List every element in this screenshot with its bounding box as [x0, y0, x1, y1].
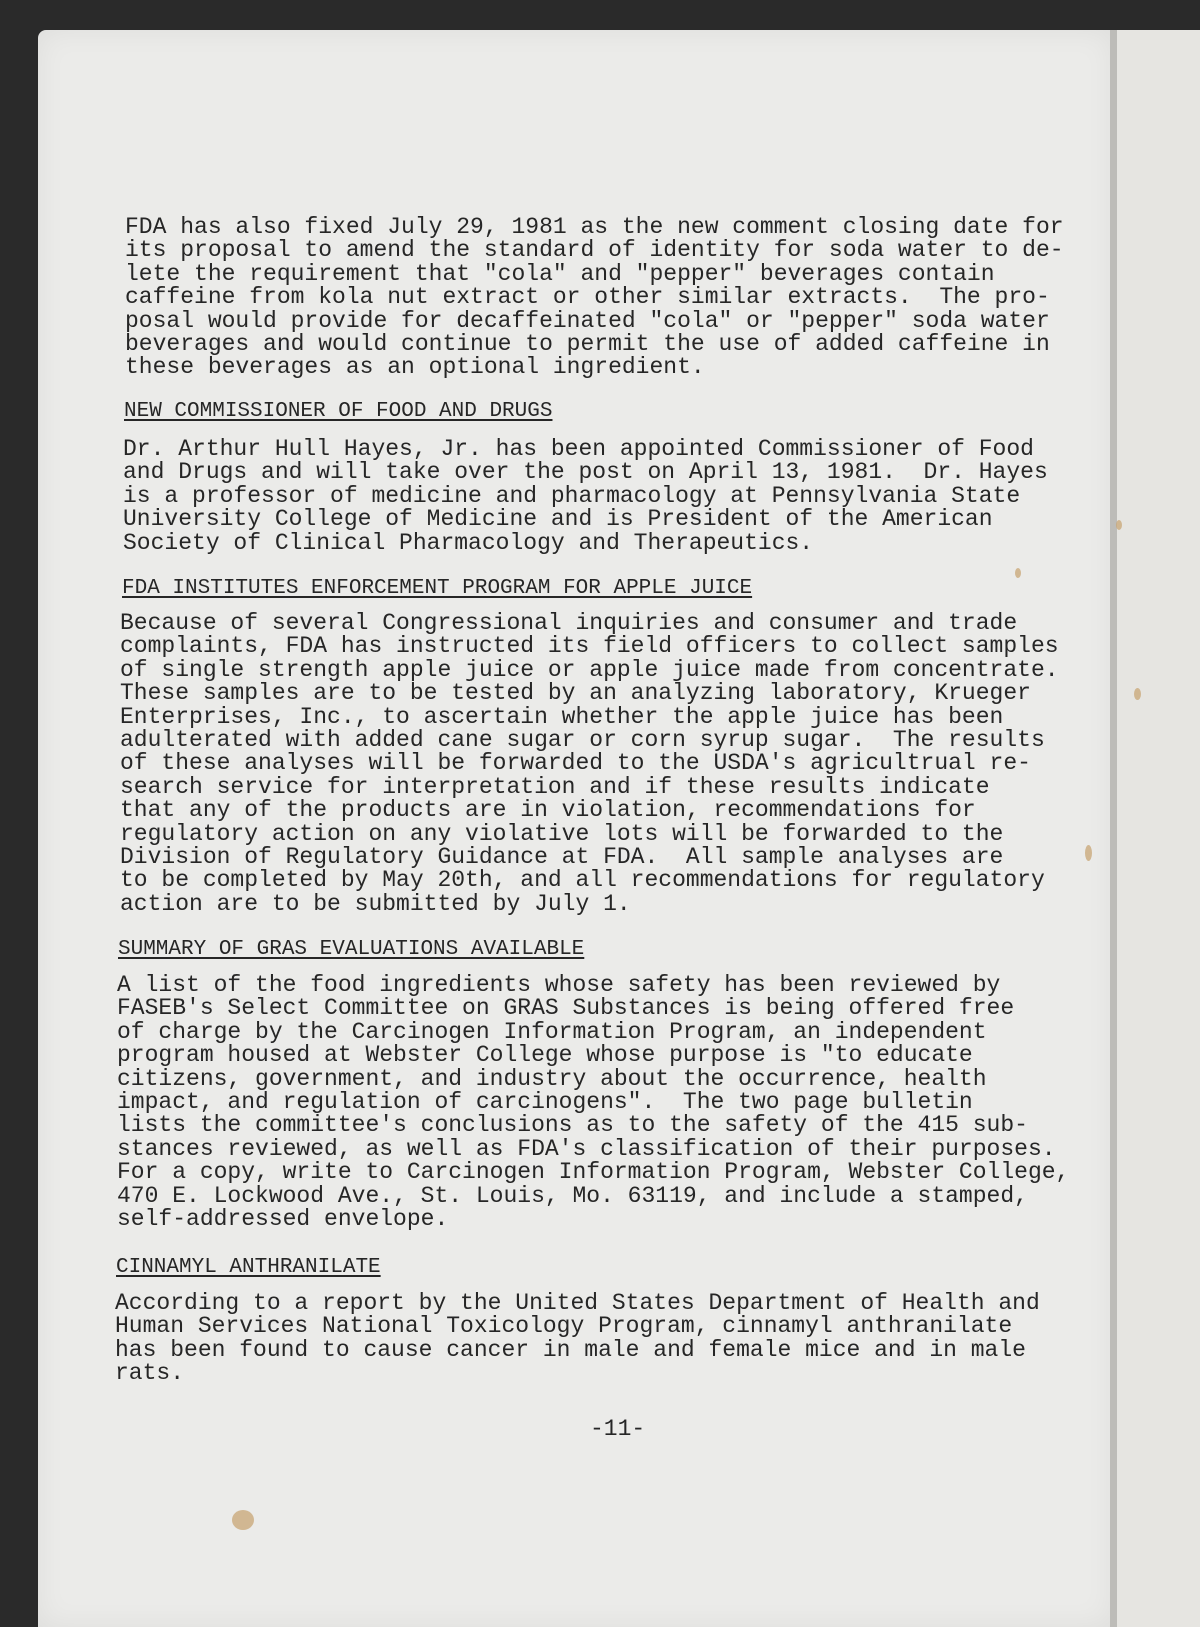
text-line: 470 E. Lockwood Ave., St. Louis, Mo. 63119, and include a stamped,: [117, 1182, 1028, 1209]
text-line: FASEB's Select Committee on GRAS Substances is being offered free: [117, 995, 1015, 1022]
text-line: is a professor of medicine and pharmacology at Pennsylvania State: [123, 482, 1021, 509]
text-line: of charge by the Carcinogen Information Program, an independent: [117, 1018, 987, 1045]
text-line: Division of Regulatory Guidance at FDA. All sample analyses are: [120, 844, 1004, 871]
text-line: has been found to cause cancer in male and female mice and in male: [115, 1336, 1026, 1363]
section-heading: FDA INSTITUTES ENFORCEMENT PROGRAM FOR APPLE JUICE: [122, 577, 753, 600]
text-line: FDA has also fixed July 29, 1981 as the new comment closing date for: [125, 214, 1064, 240]
text-line: of these analyses will be forwarded to the USDA's agricultrual re-: [120, 750, 1031, 777]
stain: [232, 1510, 254, 1530]
text-line: caffeine from kola nut extract or other similar extracts. The pro-: [125, 284, 1050, 311]
text-line: Human Services National Toxicology Program, cinnamyl anthranilate: [115, 1313, 1013, 1340]
text-line: to be completed by May 20th, and all recommendations for regulatory: [120, 867, 1045, 894]
text-line: Enterprises, Inc., to ascertain whether the apple juice has been: [120, 703, 1004, 730]
section-paragraph: [115, 1292, 1040, 1386]
text-line: self-addressed envelope.: [117, 1206, 449, 1233]
text-line: These samples are to be tested by an analyzing laboratory, Krueger: [120, 680, 1031, 707]
stain: [1134, 688, 1141, 700]
text-line: lete the requirement that "cola" and "pepper" beverages contain: [125, 260, 995, 287]
section-heading: NEW COMMISSIONER OF FOOD AND DRUGS: [124, 400, 553, 423]
text-line: that any of the products are in violation, recommendations for: [120, 797, 976, 824]
text-line: Society of Clinical Pharmacology and Therapeutics.: [123, 529, 814, 556]
text-line: stances reviewed, as well as FDA's classification of their purposes.: [117, 1135, 1056, 1162]
section-heading: CINNAMYL ANTHRANILATE: [116, 1256, 381, 1279]
intro-paragraph: [125, 216, 1064, 380]
page-number: -11-: [590, 1416, 646, 1442]
text-line: citizens, government, and industry about the occurrence, health: [117, 1065, 987, 1092]
text-line: A list of the food ingredients whose safety has been reviewed by: [117, 972, 1001, 998]
text-line: search service for interpretation and if these results indicate: [120, 773, 990, 800]
text-line: of single strength apple juice or apple juice made from concentrate.: [120, 656, 1059, 683]
section-paragraph: [117, 974, 1069, 1231]
text-line: regulatory action on any violative lots will be forwarded to the: [120, 820, 1004, 847]
text-line: impact, and regulation of carcinogens". The two page bulletin: [117, 1089, 973, 1116]
text-line: its proposal to amend the standard of identity for soda water to de-: [125, 237, 1064, 264]
section-paragraph: [120, 612, 1059, 916]
stain: [1015, 568, 1021, 578]
text-line: and Drugs and will take over the post on April 13, 1981. Dr. Hayes: [123, 459, 1048, 486]
text-line: lists the committee's conclusions as to the safety of the 415 sub-: [117, 1112, 1028, 1139]
text-line: For a copy, write to Carcinogen Information Program, Webster College,: [117, 1159, 1070, 1186]
text-line: Because of several Congressional inquiries and consumer and trade: [120, 610, 1018, 636]
text-line: complaints, FDA has instructed its field officers to collect samples: [120, 633, 1059, 660]
binding-gutter: [1110, 30, 1117, 1627]
section-paragraph: [123, 438, 1048, 555]
stain: [1116, 520, 1122, 530]
text-line: adulterated with added cane sugar or corn syrup sugar. The results: [120, 727, 1045, 754]
text-line: Dr. Arthur Hull Hayes, Jr. has been appointed Commissioner of Food: [123, 436, 1034, 462]
text-line: beverages and would continue to permit the use of added caffeine in: [125, 331, 1050, 358]
text-line: program housed at Webster College whose purpose is "to educate: [117, 1042, 973, 1069]
section-heading: SUMMARY OF GRAS EVALUATIONS AVAILABLE: [118, 938, 585, 961]
text-line: these beverages as an optional ingredient.: [125, 354, 705, 381]
text-line: rats.: [115, 1360, 185, 1387]
text-line: action are to be submitted by July 1.: [120, 890, 631, 917]
text-line: According to a report by the United States Department of Health and: [115, 1290, 1040, 1316]
stain: [1085, 845, 1092, 861]
adjacent-page-edge: [1117, 30, 1200, 1627]
text-line: posal would provide for decaffeinated "cola" or "pepper" soda water: [125, 307, 1050, 334]
text-line: University College of Medicine and is President of the American: [123, 506, 993, 533]
